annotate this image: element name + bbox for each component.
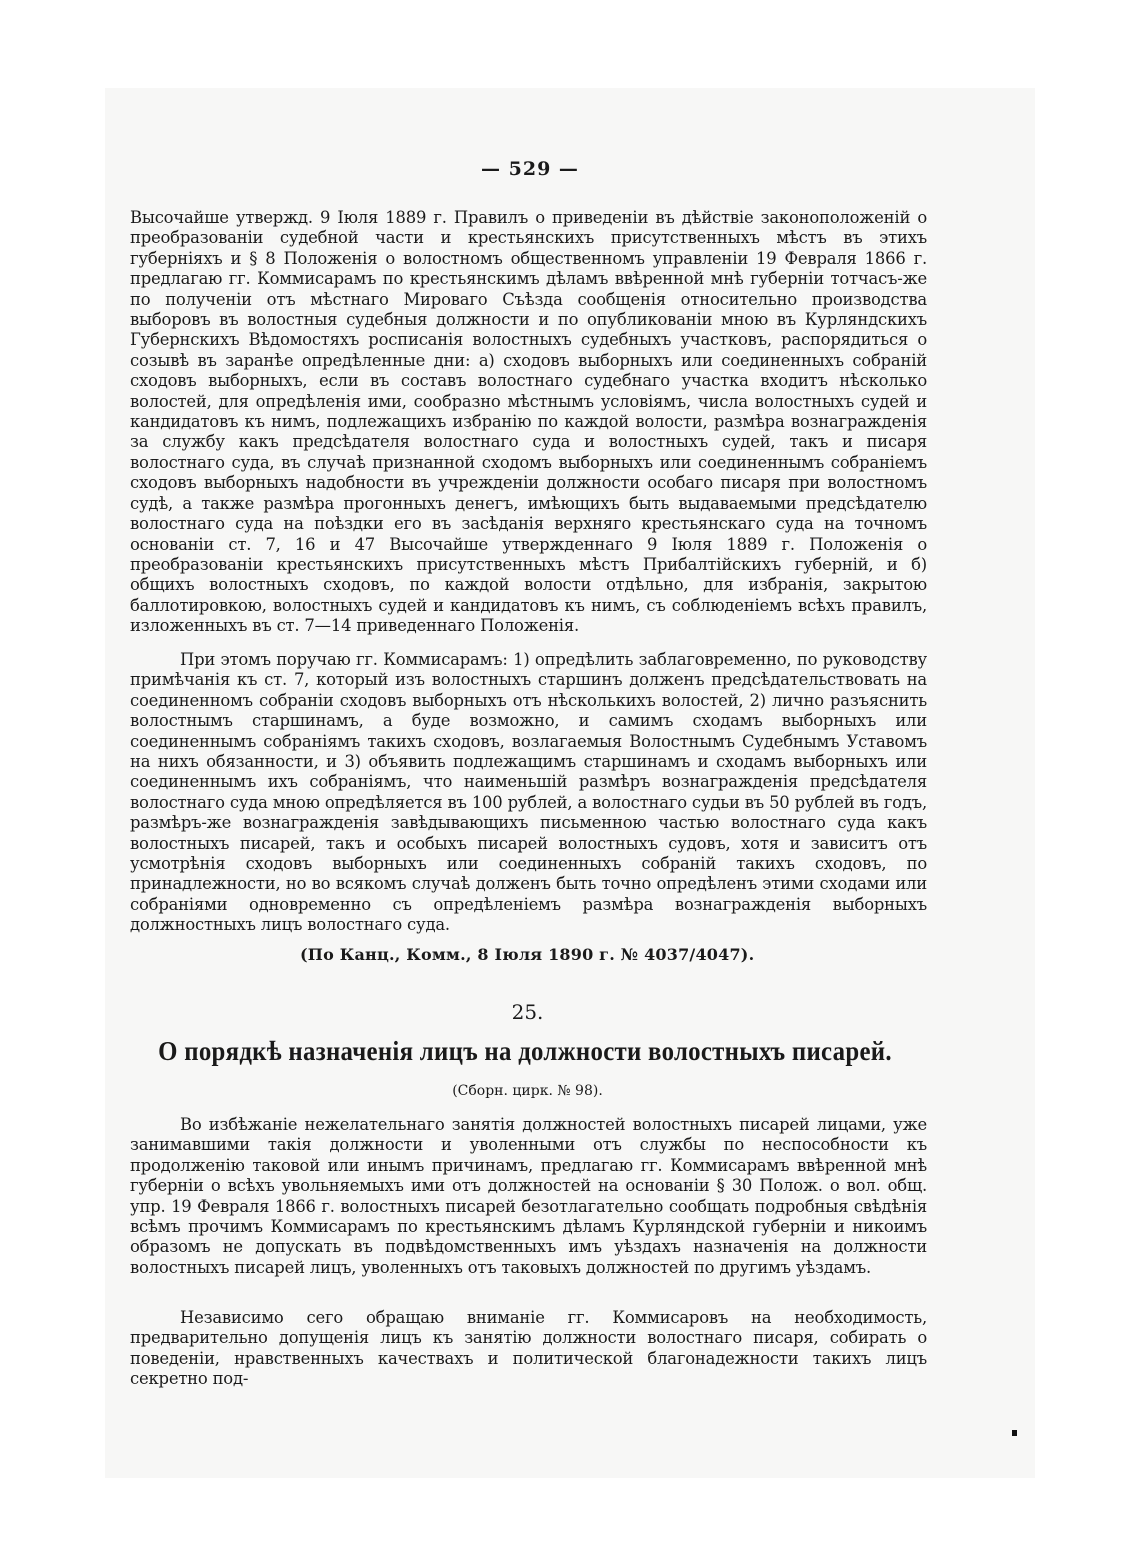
body-paragraph-3 [130, 1115, 927, 1278]
body-paragraph-1 [130, 208, 927, 637]
section-source: (Сборн. цирк. № 98). [452, 1083, 603, 1099]
page-number: — 529 — [481, 158, 579, 180]
paragraph-text: Во избѣжаніе нежелательнаго занятія должностей волостныхъ писарей лицами, уже занимавшими такія должности и уволенными отъ службы по неспособности къ продолженію таковой или инымъ причинамъ, предлагаю гг. Коммисарамъ ввѣренной мнѣ губерніи о всѣхъ увольняемыхъ ими отъ должностей на основаніи § 30 Полож. о вол. общ. упр. 19 Февраля 1866 г. волостныхъ писарей безотлагательно сообщать подробныя свѣдѣнія всѣмъ прочимъ Коммисарамъ по крестьянскимъ дѣламъ Курляндской губерніи и никоимъ образомъ не допускать въ подвѣдомственныхъ имъ уѣздахъ назначенія на должности волостныхъ писарей лицъ, уволенныхъ отъ таковыхъ должностей по другимъ уѣздамъ. [130, 1115, 927, 1277]
section-title: О порядкѣ назначенія лицъ на должности волостныхъ писарей. [158, 1036, 892, 1066]
document-reference: (По Канц., Комм., 8 Іюля 1890 г. № 4037/4047). [300, 945, 755, 964]
scan-speck [1012, 1430, 1017, 1436]
body-paragraph-4 [130, 1308, 927, 1390]
paragraph-text: Высочайше утвержд. 9 Іюля 1889 г. Правилъ о приведеніи въ дѣйствіе законоположеній о преобразованіи судебной части и крестьянскихъ присутственныхъ мѣстъ въ этихъ губерніяхъ и § 8 Положенія о волостномъ общественномъ управленіи 19 Февраля 1866 г. предлагаю гг. Коммисарамъ по крестьянскимъ дѣламъ ввѣренной мнѣ губерніи тотчасъ-же по полученіи отъ мѣстнаго Мироваго Съѣзда сообщенія относительно производства выборовъ въ волостныя судебныя должности и по опубликованіи мною въ Курляндскихъ Губернскихъ Вѣдомостяхъ росписанія волостныхъ судебныхъ участковъ, распорядиться о созывѣ въ заранѣе опредѣленные дни: а) сходовъ выборныхъ или соединенныхъ собраній сходовъ выборныхъ, если въ составъ волостнаго судебнаго участка входитъ нѣсколько волостей, для опредѣленія ими, сообразно мѣстнымъ условіямъ, числа волостныхъ судей и кандидатовъ къ нимъ, подлежащихъ избранію по каждой волости, размѣра вознагражденія за службу какъ предсѣдателя волостнаго суда и волостныхъ судей, такъ и писаря волостнаго суда, въ случаѣ признанной сходомъ выборныхъ или соединеннымъ собраніемъ сходовъ выборныхъ надобности въ учрежденіи должности особаго писаря при волостномъ судѣ, а также размѣра прогонныхъ денегъ, имѣющихъ быть выдаваемыми предсѣдателю волостнаго суда на поѣздки его въ засѣданія верхняго крестьянскаго суда на точномъ основаніи ст. 7, 16 и 47 Высочайше утвержденнаго 9 Іюля 1889 г. Положенія о преобразованіи крестьянскихъ присутственныхъ мѣстъ Прибалтійскихъ губерній, и б) общихъ волостныхъ сходовъ, по каждой волости отдѣльно, для избранія, закрытою баллотировкою, волостныхъ судей и кандидатовъ къ нимъ, съ соблюденіемъ всѣхъ правилъ, изложенныхъ въ ст. 7—14 приведеннаго Положенія. [130, 208, 927, 636]
body-paragraph-2 [130, 650, 927, 936]
section-number: 25. [511, 1000, 544, 1024]
paragraph-text: При этомъ поручаю гг. Коммисарамъ: 1) опредѣлить заблаговременно, по руководству примѣчанія къ ст. 7, который изъ волостныхъ старшинъ долженъ предсѣдательствовать на соединенномъ собраніи сходовъ выборныхъ отъ нѣсколькихъ волостей, 2) лично разъяснить волостнымъ старшинамъ, а буде возможно, и самимъ сходамъ выборныхъ или соединеннымъ собраніямъ такихъ сходовъ, возлагаемыя Волостнымъ Судебнымъ Уставомъ на нихъ обязанности, и 3) объявить подлежащимъ старшинамъ и сходамъ выборныхъ или соединеннымъ ихъ собраніямъ, что наименьшій размѣръ вознагражденія предсѣдателя волостнаго суда мною опредѣляется въ 100 рублей, а волостнаго судьи въ 50 рублей въ годъ, размѣръ-же вознагражденія завѣдывающихъ письменною частью волостнаго суда какъ волостныхъ писарей, такъ и особыхъ писарей волостныхъ судовъ, хотя и зависитъ отъ усмотрѣнія сходовъ выборныхъ или соединенныхъ собраній такихъ сходовъ, по принадлежности, но во всякомъ случаѣ долженъ быть точно опредѣленъ этими сходами или собраніями одновременно съ опредѣленіемъ размѣра вознагражденія выборныхъ должностныхъ лицъ волостнаго суда. [130, 650, 927, 935]
paragraph-text: Независимо сего обращаю вниманіе гг. Коммисаровъ на необходимость, предварительно допущенія лицъ къ занятію должности волостнаго писаря, собирать о поведеніи, нравственныхъ качествахъ и политической благонадежности такихъ лицъ секретно под- [130, 1308, 927, 1389]
